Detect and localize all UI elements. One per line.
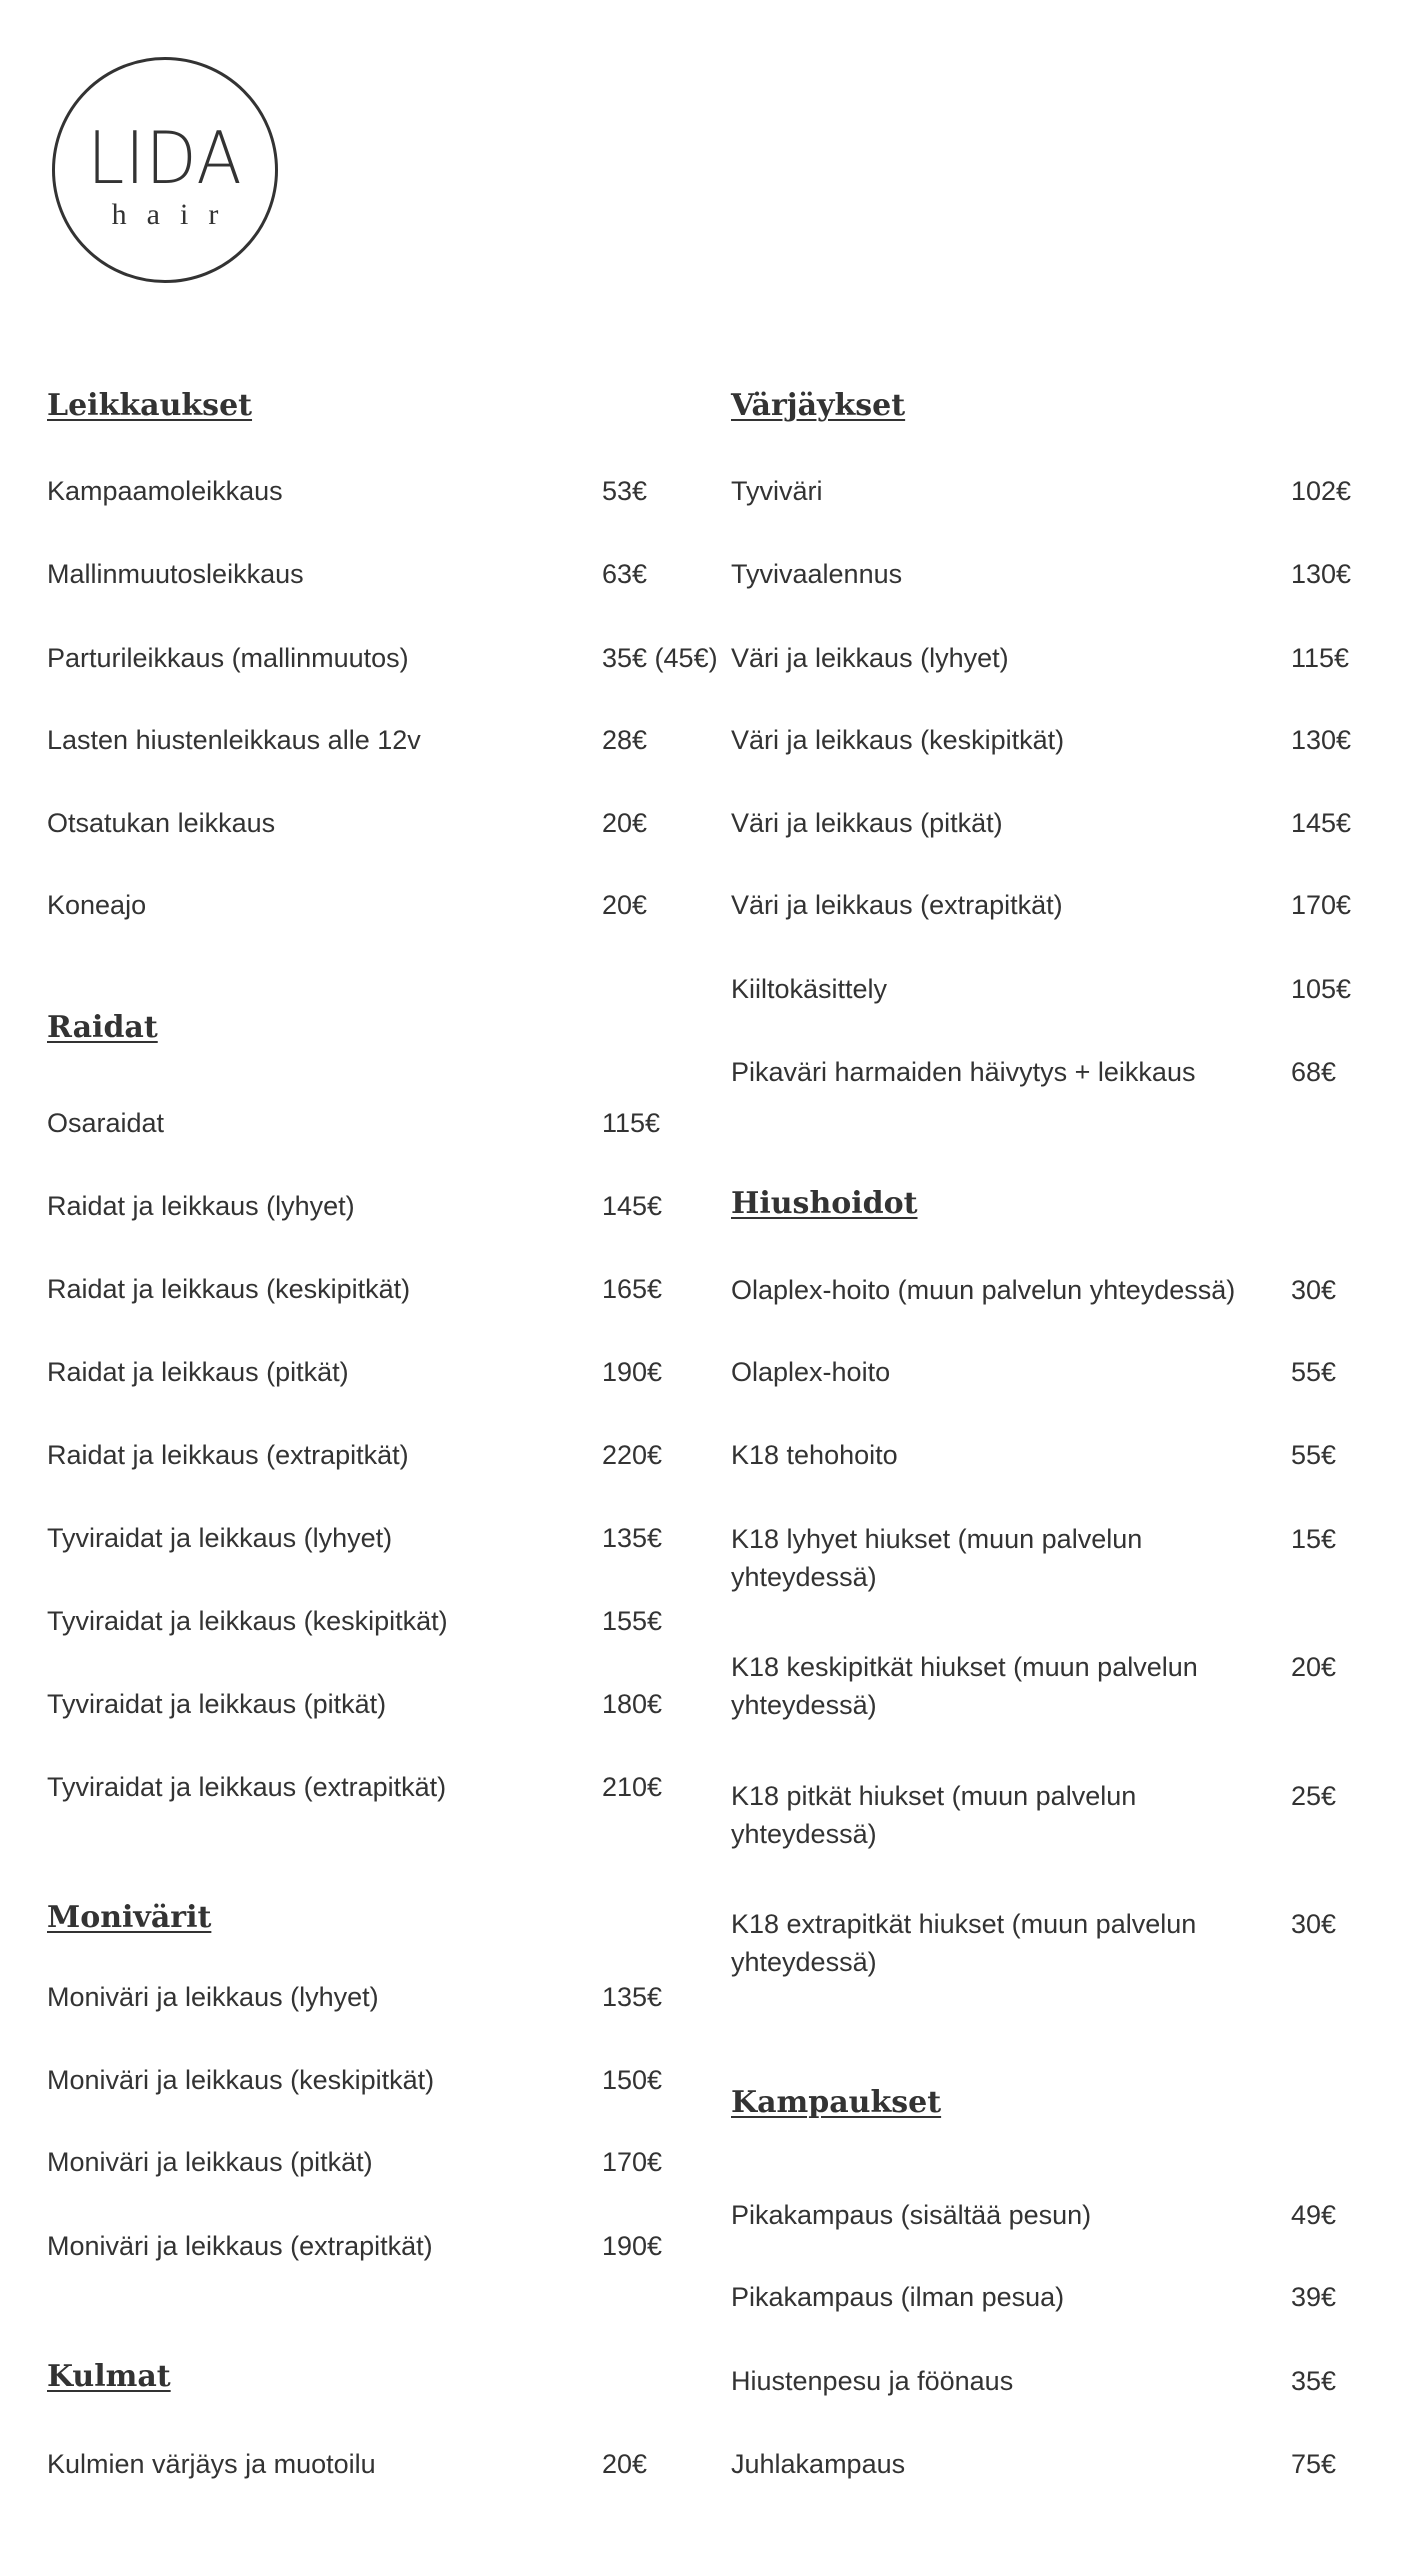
service-name: K18 tehohoito	[731, 1440, 898, 1470]
section-heading: Kulmat	[47, 2359, 171, 2394]
service-price: 155€	[602, 1606, 663, 1636]
service-name: Raidat ja leikkaus (pitkät)	[47, 1357, 349, 1387]
service-name: Kiiltokäsittely	[731, 974, 888, 1004]
section-heading: Hiushoidot	[731, 1186, 918, 1221]
service-price: 20€	[602, 890, 648, 920]
service-name: K18 pitkät hiukset (muun palvelun yhteydessä)	[731, 1781, 1137, 1849]
service-price: 15€	[1291, 1524, 1337, 1554]
service-price: 53€	[602, 476, 648, 506]
service-name: Pikaväri harmaiden häivytys + leikkaus	[731, 1057, 1196, 1087]
service-price: 210€	[602, 1772, 663, 1802]
service-name: Tyviraidat ja leikkaus (pitkät)	[47, 1689, 387, 1719]
service-price: 130€	[1291, 559, 1352, 589]
service-name: K18 extrapitkät hiukset (muun palvelun yhteydessä)	[731, 1909, 1197, 1977]
service-price: 25€	[1291, 1781, 1337, 1811]
service-price: 180€	[602, 1689, 663, 1719]
service-price: 55€	[1291, 1440, 1337, 1470]
service-name: K18 keskipitkät hiukset (muun palvelun yhteydessä)	[731, 1652, 1198, 1720]
section-heading: Kampaukset	[731, 2085, 942, 2120]
service-price: 130€	[1291, 725, 1352, 755]
service-name: Tyviraidat ja leikkaus (extrapitkät)	[47, 1772, 447, 1802]
service-name: Tyviraidat ja leikkaus (keskipitkät)	[47, 1606, 448, 1636]
service-price: 30€	[1291, 1275, 1337, 1305]
service-name: Kampaamoleikkaus	[47, 476, 283, 506]
service-price: 30€	[1291, 1909, 1337, 1939]
service-name: Pikakampaus (ilman pesua)	[731, 2282, 1065, 2312]
service-name: Mallinmuutosleikkaus	[47, 559, 304, 589]
service-price: 145€	[1291, 808, 1352, 838]
service-price: 145€	[602, 1191, 663, 1221]
service-name: Koneajo	[47, 890, 147, 920]
service-price: 150€	[602, 2065, 663, 2095]
service-name: K18 lyhyet hiukset (muun palvelun yhteydessä)	[731, 1524, 1143, 1592]
service-price: 35€ (45€)	[602, 643, 718, 673]
service-price: 190€	[602, 1357, 663, 1387]
service-price: 75€	[1291, 2449, 1337, 2479]
service-price: 170€	[602, 2147, 663, 2177]
service-name: Juhlakampaus	[731, 2449, 906, 2479]
service-price: 55€	[1291, 1357, 1337, 1387]
service-name: Väri ja leikkaus (pitkät)	[731, 808, 1003, 838]
service-price: 115€	[602, 1108, 661, 1138]
service-price: 68€	[1291, 1057, 1337, 1087]
service-price: 35€	[1291, 2366, 1337, 2396]
service-name: Väri ja leikkaus (keskipitkät)	[731, 725, 1065, 755]
service-name: Tyvivaalennus	[731, 559, 903, 589]
service-name: Hiustenpesu ja föönaus	[731, 2366, 1014, 2396]
service-price: 49€	[1291, 2200, 1337, 2230]
service-name: Moniväri ja leikkaus (extrapitkät)	[47, 2231, 433, 2261]
service-name: Väri ja leikkaus (lyhyet)	[731, 643, 1009, 673]
service-name: Osaraidat	[47, 1108, 165, 1138]
service-name: Pikakampaus (sisältää pesun)	[731, 2200, 1092, 2230]
section-heading: Monivärit	[47, 1900, 212, 1935]
service-name: Moniväri ja leikkaus (lyhyet)	[47, 1982, 379, 2012]
section-heading: Leikkaukset	[47, 388, 253, 423]
service-price: 20€	[1291, 1652, 1337, 1682]
service-price: 102€	[1291, 476, 1352, 506]
logo	[52, 57, 278, 283]
service-name: Kulmien värjäys ja muotoilu	[47, 2449, 376, 2479]
logo-tagline: hair	[111, 198, 239, 231]
service-price: 63€	[602, 559, 648, 589]
service-name: Väri ja leikkaus (extrapitkät)	[731, 890, 1063, 920]
service-name: Raidat ja leikkaus (extrapitkät)	[47, 1440, 409, 1470]
service-price: 115€	[1291, 643, 1350, 673]
service-price: 20€	[602, 808, 648, 838]
service-name: Tyviraidat ja leikkaus (lyhyet)	[47, 1523, 393, 1553]
service-price: 220€	[602, 1440, 663, 1470]
service-price: 190€	[602, 2231, 663, 2261]
service-price: 165€	[602, 1274, 663, 1304]
service-price: 105€	[1291, 974, 1352, 1004]
service-price: 135€	[602, 1523, 663, 1553]
service-name: Tyviväri	[731, 476, 823, 506]
logo-wordmark: LIDA	[87, 116, 243, 200]
service-price: 20€	[602, 2449, 648, 2479]
service-price: 39€	[1291, 2282, 1337, 2312]
service-name: Olaplex-hoito	[731, 1357, 891, 1387]
service-name: Lasten hiustenleikkaus alle 12v	[47, 725, 421, 755]
service-name: Moniväri ja leikkaus (keskipitkät)	[47, 2065, 435, 2095]
section-heading: Raidat	[47, 1010, 158, 1045]
service-price: 135€	[602, 1982, 663, 2012]
service-name: Moniväri ja leikkaus (pitkät)	[47, 2147, 373, 2177]
service-price: 170€	[1291, 890, 1352, 920]
service-price: 28€	[602, 725, 648, 755]
service-name: Raidat ja leikkaus (keskipitkät)	[47, 1274, 411, 1304]
service-name: Parturileikkaus (mallinmuutos)	[47, 643, 409, 673]
service-name: Otsatukan leikkaus	[47, 808, 276, 838]
service-name: Raidat ja leikkaus (lyhyet)	[47, 1191, 355, 1221]
section-heading: Värjäykset	[731, 388, 906, 423]
service-name: Olaplex-hoito (muun palvelun yhteydessä)	[731, 1275, 1236, 1305]
